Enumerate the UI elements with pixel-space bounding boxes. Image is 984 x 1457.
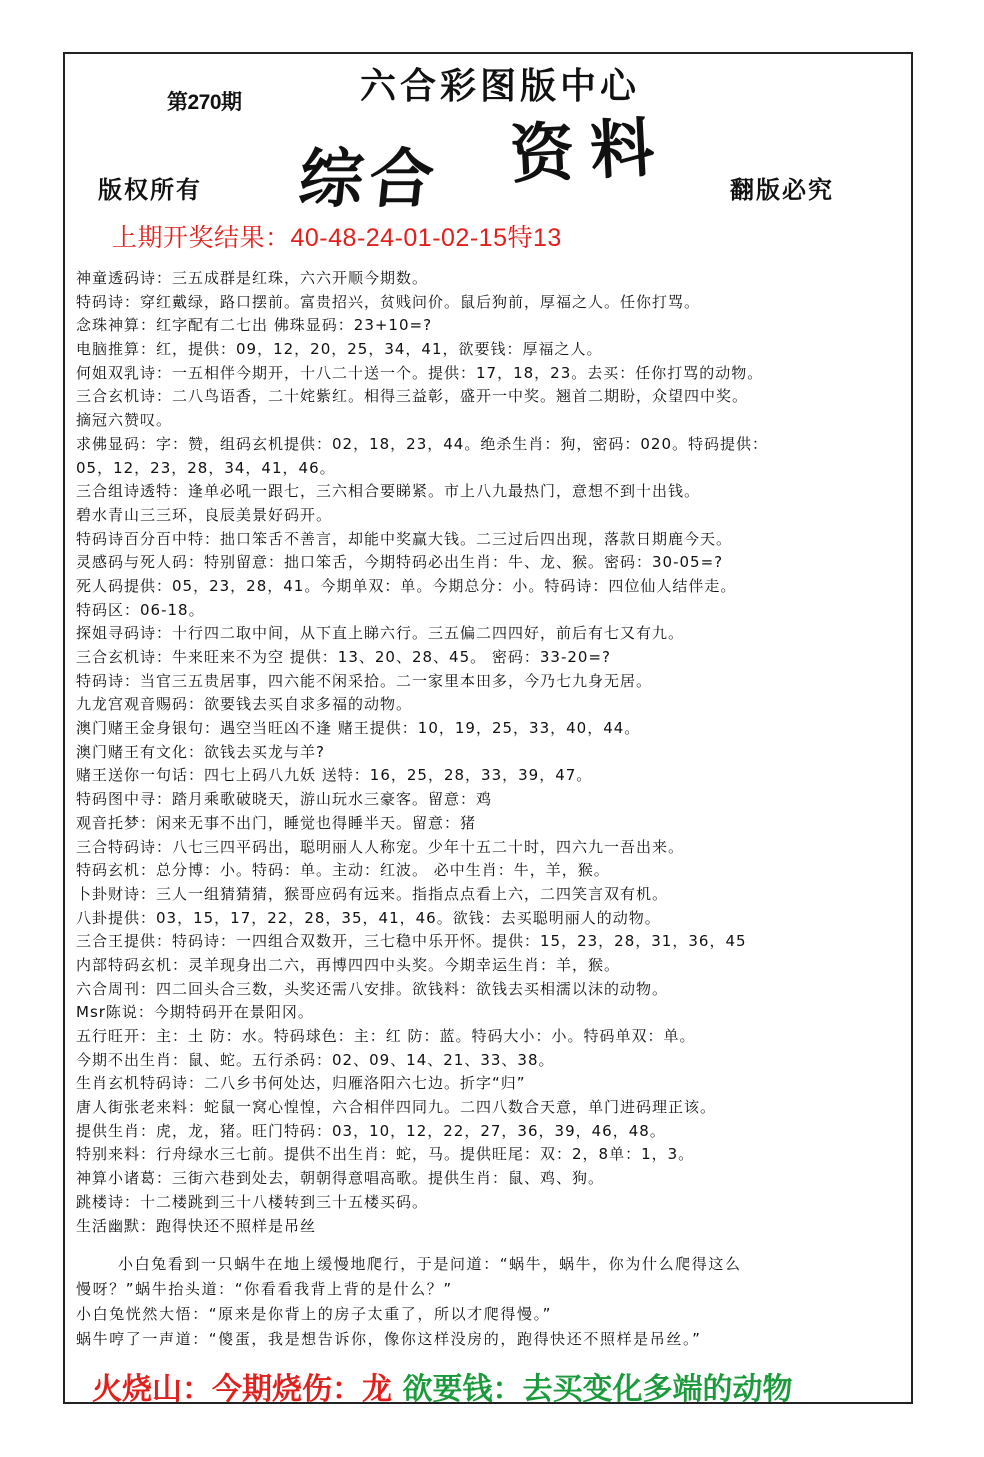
story-line: 慢呀？”蜗牛抬头道：“你看看我背上背的是什么？” [76, 1280, 453, 1298]
content-line: 提供生肖：虎，龙，猪。旺门特码：03，10，12，22，27，36，39，46，48。 [76, 1121, 666, 1140]
content-line: 澳门赌王有文化：欲钱去买龙与羊? [76, 742, 325, 761]
copyright-right: 翻版必究 [730, 176, 834, 204]
content-line: 死人码提供：05，23，28，41。今期单双：单。今期总分：小。特码诗：四位仙人结伴走。 [76, 576, 737, 595]
content-line: 赌王送你一句话：四七上码八九妖 送特：16，25，28，33，39，47。 [76, 766, 593, 785]
content-line: 灵感码与死人码：特别留意：拙口笨舌，今期特码必出生肖：牛、龙、猴。密码：30-05=? [76, 553, 724, 572]
content-line: 三合玄机诗：牛来旺来不为空 提供：13、20、28、45。 密码：33-20=? [76, 648, 612, 666]
content-line: 三合王提供：特码诗：一四组合双数开，三七稳中乐开怀。提供：15，23，28，31，36，45 [76, 932, 747, 951]
content-line: 特码图中寻：踏月乘歌破晓天，游山玩水三豪客。留意：鸡 [76, 790, 493, 809]
content-lines [76, 267, 906, 1238]
content-line: 澳门赌王金身银句：遇空当旺凶不逢 赌王提供：10，19，25，33，40，44。 [76, 719, 641, 738]
main-title-part2: 资料 [508, 109, 673, 194]
content-line: 探姐寻码诗：十行四二取中间，从下直上睇六行。三五偏二四四好，前后有七又有九。 [76, 624, 685, 643]
content-line: 念珠神算：红字配有二七出 佛珠显码：23+10=? [76, 316, 433, 335]
footer-money-hint: 欲要钱：去买变化多端的动物 [402, 1372, 793, 1407]
humor-story [76, 1252, 906, 1352]
story-line: 小白兔看到一只蜗牛在地上缓慢地爬行，于是问道：“蜗牛，蜗牛，你为什么爬得这么 [118, 1255, 742, 1273]
content-line: 求佛显码：字：赞，组码玄机提供：02，18，23，44。绝杀生肖：狗，密码：020。特码提供： [76, 434, 768, 453]
story-line: 小白兔恍然大悟：“原来是你背上的房子太重了，所以才爬得慢。” [76, 1305, 553, 1323]
footer-banner [92, 1364, 792, 1408]
center-name: 六合彩图版中心 [360, 66, 641, 107]
content-line: 九龙宫观音赐码：欲要钱去买自求多福的动物。 [76, 695, 413, 714]
last-draw-result: 上期开奖结果：40-48-24-01-02-15特13 [112, 224, 562, 252]
content-line: 观音托梦：闲来无事不出门，睡觉也得睡半天。留意：猪 [76, 813, 477, 832]
content-line: 神童透码诗：三五成群是红珠，六六开顺今期数。 [76, 269, 429, 287]
content-line: 跳楼诗：十二楼跳到三十八楼转到三十五楼买码。 [76, 1192, 429, 1211]
content-line: 今期不出生肖：鼠、蛇。五行杀码：02、09、14、21、33、38。 [76, 1050, 555, 1069]
content-line: 神算小诸葛：三街六巷到处去，朝朝得意唱高歌。提供生肖：鼠、鸡、狗。 [76, 1169, 605, 1188]
content-line: 三合特码诗：八七三四平码出，聪明丽人人称宠。少年十五二十时，四六九一吾出来。 [76, 837, 685, 856]
issue-number: 第270期 [167, 91, 242, 114]
content-line: 特码诗：当官三五贵居事，四六能不闲采拾。二一家里本田多，今乃七九身无居。 [76, 671, 653, 690]
content-line: 特码区：06-18。 [76, 600, 205, 619]
content-line: 摘冠六赞叹。 [76, 411, 173, 430]
content-line: 三合玄机诗：二八鸟语香，二十姹紫红。相得三益彰，盛开一中奖。翘首二期盼，众望四中奖。 [76, 387, 749, 406]
content-line: 卜卦财诗：三人一组猜猜猜，猴哥应码有远来。指指点点看上六，二四笑言双有机。 [76, 884, 669, 903]
content-line: 特码诗百分百中特：拙口笨舌不善言，却能中奖赢大钱。二三过后四出现，落款日期鹿今天。 [76, 529, 733, 548]
content-line: 碧水青山三三环，良辰美景好码开。 [76, 505, 333, 524]
content-line: 五行旺开：主：土 防：水。特码球色：主：红 防：蓝。特码大小：小。特码单双：单。 [76, 1027, 696, 1045]
content-line: 特码玄机：总分博：小。特码：单。主动：红波。 必中生肖：牛，羊，猴。 [76, 861, 610, 880]
content-line: 特别来料：行舟绿水三七前。提供不出生肖：蛇，马。提供旺尾：双：2，8单：1，3。 [76, 1145, 695, 1164]
content-line: 内部特码玄机：灵羊现身出二六，再博四四中头奖。今期幸运生肖：羊，猴。 [76, 955, 621, 974]
story-line: 蜗牛哼了一声道：“傻蛋，我是想告诉你，像你这样没房的，跑得快还不照样是吊丝。” [76, 1330, 702, 1348]
footer-burn-hint: 火烧山：今期烧伤：龙 [92, 1372, 392, 1407]
content-line: 八卦提供：03，15，17，22，28，35，41，46。欲钱：去买聪明丽人的动物。 [76, 908, 661, 927]
content-line: 05，12，23，28，34，41，46。 [76, 458, 336, 477]
main-title-part1: 综合 [295, 142, 444, 217]
content-line: 六合周刊：四二回头合三数，头奖还需八安排。欲钱料：欲钱去买相濡以沫的动物。 [76, 979, 669, 998]
content-line: 何姐双乳诗：一五相伴今期开，十八二十送一个。提供：17，18，23。去买：任你打骂的动物。 [76, 363, 764, 382]
content-line: Msr陈说：今期特码开在景阳冈。 [76, 1003, 314, 1022]
content-line: 生活幽默：跑得快还不照样是吊丝 [76, 1216, 317, 1235]
content-line: 生肖玄机特码诗：二八乡书何处达，归雁洛阳六七边。折字“归” [76, 1074, 526, 1093]
content-line: 电脑推算：红，提供：09，12，20，25，34，41，欲要钱：厚福之人。 [76, 340, 603, 359]
content-line: 特码诗：穿红戴绿，路口摆前。富贵招兴，贫贱问价。鼠后狗前，厚福之人。任你打骂。 [76, 292, 701, 311]
content-line: 三合组诗透特：逢单必吼一跟七，三六相合要睇紧。市上八九最热门，意想不到十出钱。 [76, 482, 701, 501]
content-line: 唐人街张老来料：蛇鼠一窝心惶惶，六合相伴四同九。二四八数合天意，单门进码理正该。 [76, 1098, 717, 1117]
copyright-left: 版权所有 [98, 176, 202, 204]
